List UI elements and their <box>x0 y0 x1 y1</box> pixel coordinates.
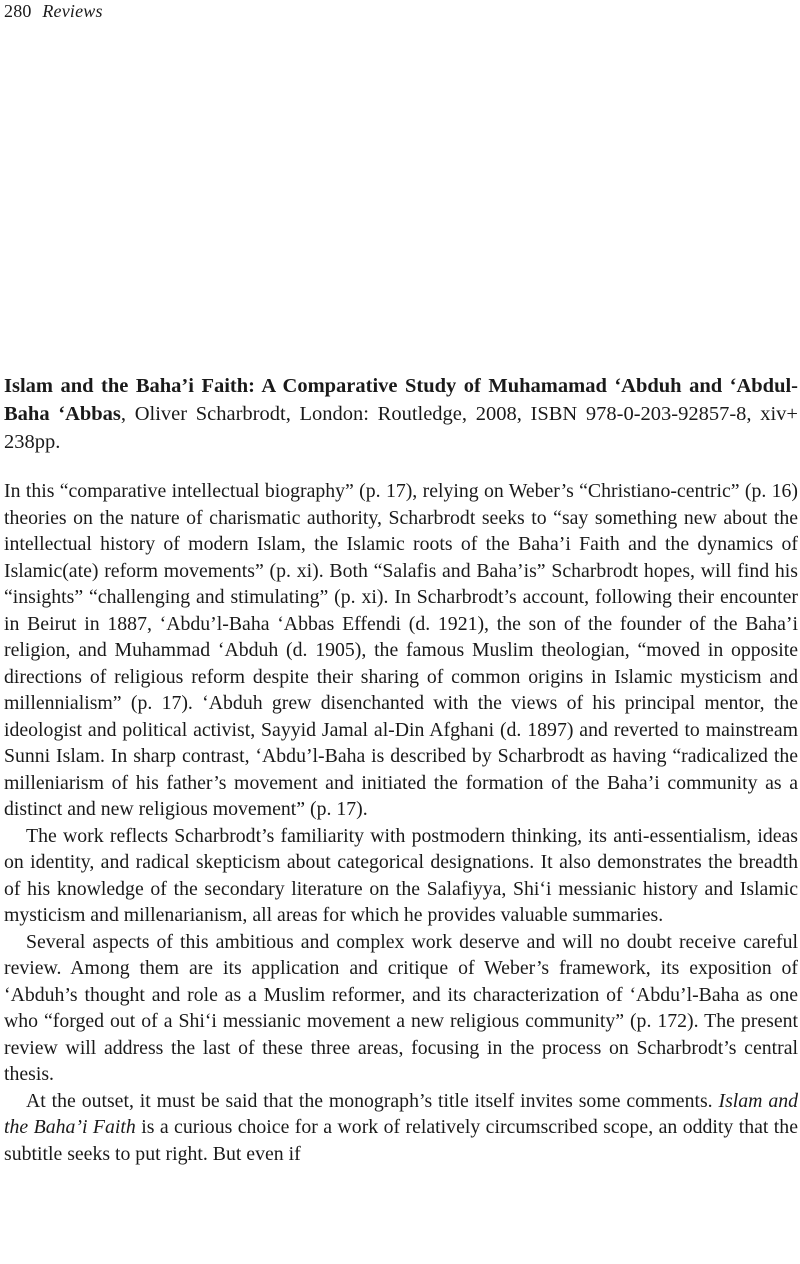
italic-book-title: Islam and the Baha’i Faith <box>4 1089 799 1138</box>
book-title: Islam and the Baha’i Faith: A Comparative Study of Muhamamad ‘Abduh and ‘Abdul-Baha ‘Abbas <box>4 375 798 425</box>
paragraph-3: Several aspects of this ambitious and complex work deserve and will no doubt receive careful review. Among them are its application and critique of Weber’s framework, its exposition of ‘Abduh’s thought and role as a Muslim reformer, and its characterization of ‘Abdu’l-Baha as one who “forged out of a Shi‘i messianic movement a new religious community” (p. 172). The present review will address the last of these three areas, focusing in the process on Scharbrodt’s central thesis. <box>4 930 798 1085</box>
section-title: Reviews <box>42 1 103 21</box>
paragraph-4-start: At the outset, it must be said that the monograph’s title itself invites some comments. <box>26 1089 719 1112</box>
page-number: 280 <box>4 1 32 21</box>
paragraph-1: In this “comparative intellectual biography” (p. 17), relying on Weber’s “Christiano-centric” (p. 16) theories on the nature of charismatic authority, Scharbrodt seeks to “say something new about the intellectual history of modern Islam, the Islamic roots of the Baha’i Faith and the dynamics of Islamic(ate) reform movements” (p. xi). Both “Salafis and Baha’is” Scharbrodt hopes, will find his “insights” “challenging and stimulating” (p. xi). In Scharbrodt’s account, following their encounter in Beirut in 1887, ‘Abdu’l-Baha ‘Abbas Effendi (d. 1921), the son of the founder of the Baha’i religion, and Muhammad ‘Abduh (d. 1905), the famous Muslim theologian, “moved in opposite directions of religious reform despite their sharing of common origins in Islamic mysticism and millennialism” (p. 17). ‘Abduh grew disenchanted with the views of his principal mentor, the ideologist and political activist, Sayyid Jamal al-Din Afghani (d. 1897) and reverted to mainstream Sunni Islam. In sharp contrast, ‘Abdu’l-Baha is described by Scharbrodt as having “radicalized the milleniarism of his father’s movement and initiated the formation of the Baha’i community as a distinct and new religious movement” (p. 17). <box>4 480 798 820</box>
paragraph-2: The work reflects Scharbrodt’s familiarity with postmodern thinking, its anti-essentialism, ideas on identity, and radical skepticism about categorical designations. It also demonstrates the breadth of his knowledge of the secondary literature on the Salafiyya, Shi‘i messianic history and Islamic mysticism and millenarianism, all areas for which he provides valuable summaries. <box>4 824 798 926</box>
book-details: , Oliver Scharbrodt, London: Routledge, 2008, ISBN 978-0-203-92857-8, xiv+ 238pp. <box>4 403 798 453</box>
review-heading <box>4 372 798 456</box>
paragraph-4 <box>4 1088 798 1168</box>
review-body <box>4 478 798 1167</box>
running-head <box>4 0 103 22</box>
review-article <box>4 372 798 1167</box>
paragraph-4-end: is a curious choice for a work of relatively circumscribed scope, an oddity that the subtitle seeks to put right. But even if <box>4 1116 798 1165</box>
